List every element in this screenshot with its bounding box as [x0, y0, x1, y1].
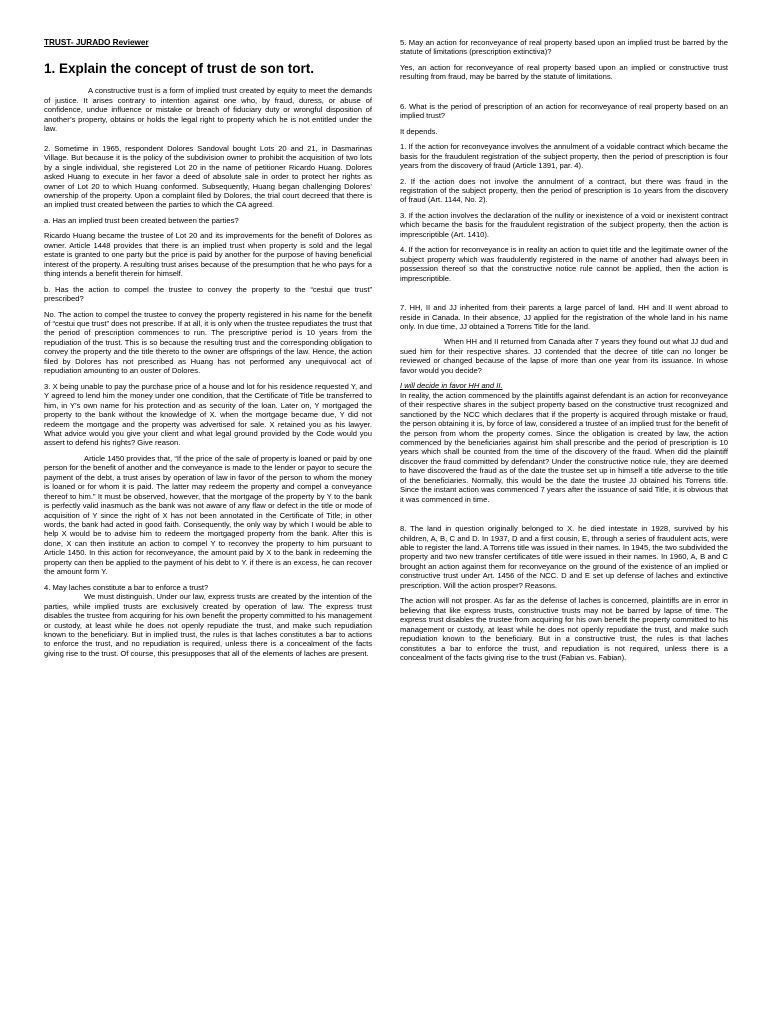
question-2b: b. Has the action to compel the trustee to convey the property to the “cestui que trust” prescribed?: [44, 284, 372, 304]
right-column: [400, 38, 728, 668]
question-8: 8. The land in question originally belonged to X. he died intestate in 1928, survived by his children, A, B, C and D. In 1937, D and a first cousin, E, through a series of fraudulent acts, were able to register the land. A Torrens title was issued in their names. In 1945, the two subdivided the property and two new transfer certificates of title were issued in their names. In 1960, A, B and C brought an action against them for reconveyance on the ground of the existence of an implied or constructive trust under Art. 1456 of the NCC. D and E set up defense of laches and extinctive prescription. Will the action prosper? Reasons.: [400, 524, 728, 590]
question-2a: a. Has an implied trust been created between the parties?: [44, 215, 239, 225]
question-3: 3. X being unable to pay the purchase price of a house and lot for his residence requested Y, and Y agreed to lend him the money under one condition, that the Certificate of Title be transferred to him, in Y’s own name for his protection and as security of the loan. Later on, Y mortgaged the property to the bank without the knowledge of X. when the mortgage became due, Y did not redeem the mortgage and the property was advertised for sale. X retained you as his lawyer. What advice would you give your client and what legal ground provided by the Code would you assert to defend his rights? Give reason.: [44, 381, 372, 448]
question-7-part-1: 7. HH, II and JJ inherited from their parents a large parcel of land. HH and II went abroad to reside in Canada. In their absence, JJ applied for the registration of the whole land in his name only. In due time, JJ obtained a Torrens Title for the land.: [400, 303, 728, 331]
answer-7-heading: I will decide in favor HH and II.: [400, 381, 503, 391]
answer-6-item-1: 1. If the action for reconveyance involves the annulment of a voidable contract which became the basis for the fraudulent registration of the subject property, then the period of prescription is four years from the discovery of fraud (Article 1391, par. 4).: [400, 142, 728, 171]
answer-2a: Ricardo Huang became the trustee of Lot 20 and its improvements for the benefit of Dolores as owner. Article 1448 provides that there is an implied trust when property is sold and the legal estate is granted to one party but the price is paid by another for the purpose of having beneficial interest of the property. A resulting trust arises because of the presumption that he who pays for a thing intends a benefit therein for himself.: [44, 231, 372, 279]
answer-6-item-4: 4. If the action for reconveyance is in reality an action to quiet title and the legitimate owner of the subject property which was fraudulently registered in the name of another had always been in possession thereof so that the constructive notice rule cannot be applied, then the action is imprescriptible.: [400, 245, 728, 283]
answer-6-item-3: 3. If the action involves the declaration of the nullity or inexistence of a void or inexistent contract which became the basis for the fraudulent registration of the subject property, then the action is imprescriptible (Art. 1410).: [400, 210, 728, 239]
answer-2b: No. The action to compel the trustee to convey the property registered in his name for the benefit of “cestui que trust” does not prescribe. If at all, it is only when the trustee repudiates the trust that the period of prescription commences to run. The prescriptive period is 10 years from the repudiation of the trust. This is so because the resulting trust and the corresponding obligation to convey the property and the title thereto to the owner are offsprings of the law. Hence, the action filed by Dolores has not prescribed as Huang has not performed any unequivocal act of repudiation amounting to an ouster of Dolores.: [44, 309, 372, 376]
document-title: TRUST- JURADO Reviewer: [44, 38, 149, 47]
answer-3: Article 1450 provides that, “If the price of the sale of property is loaned or paid by one person for the benefit of another and the conveyance is made to the lender or payor to secure the payment of the debt, a trust arises by operation of law in favor of the person to whom the money is loaned or for whom it is paid. The latter may redeem the property and compel a conveyance thereof to him.” It must be observed, however, that the mortgage of the property by Y to the bank is perfectly valid inasmuch as the bank was not aware of any flaw or defect in the title or mode of acquisition of Y since the right of X has not been annotated in the Certificate of Title; in other words, the bank had acted in good faith. Consequently, the only way by which I would be able to help X would be to advise him to redeem the mortgaged property from the bank. After this is done, X can then institute an action to compel Y to reconvey the property to him pursuant to Article 1450. In this action for reconveyance, the amount paid by X to the bank in redeeming the property can then be applied to the payment of his debt to Y. if there is an excess, he can recover the amount form Y.: [44, 453, 372, 577]
question-6: 6. What is the period of prescription of an action for reconveyance of real property based on an implied trust?: [400, 101, 728, 121]
left-column: [44, 38, 372, 664]
answer-1-paragraph: A constructive trust is a form of implied trust created by equity to meet the demands of justice. It arises contrary to intention against one who, by fraud, duress, or abuse of confidence, undue influence or mistake or breach of fiduciary duty or wrongful disposition of another’s property, obtains or holds the legal right to property which he is not entitled under the law.: [44, 86, 372, 134]
question-4: 4. May laches constitute a bar to enforce a trust?: [44, 582, 209, 592]
question-5: 5. May an action for reconveyance of real property based upon an implied trust be barred by the statute of limitations (prescription extinctiva)?: [400, 38, 728, 57]
answer-6-intro: It depends.: [400, 126, 438, 136]
answer-8: The action will not prosper. As far as the defense of laches is concerned, plaintiffs are in error in believing that like express trusts, constructive trusts may not be barred by lapse of time. The express trust disables the trustee from acquiring for his own benefit the property committed to his management or custody, at least while he does not openly repudiate the trust, and make such repudiation known to the beneficiary. But in a constructive trust, the rules is that laches constitutes a bar to enforce the trust, and repudiation is not required, unless there is a concealment of the facts giving rise to the trust (Fabian vs. Fabian).: [400, 596, 728, 663]
question-1-heading: 1. Explain the concept of trust de son tort.: [44, 61, 315, 77]
answer-5: Yes, an action for reconveyance of real property based upon an implied or constructive trust resulting from fraud, may be barred by the statute of limitations.: [400, 62, 728, 82]
question-2-paragraph: 2. Sometime in 1965, respondent Dolores Sandoval bought Lots 20 and 21, in Dasmarinas Village. But because it is the policy of the subdivision owner to prohibit the acquisition of two lots by a single individual, she registered Lot 20 in the name of petitioner Ricardo Huang. Dolores asked Huang to execute in her favor a deed of absolute sale in order to protect her rights as owner of Lot 20 to which Huang conformed. Subsequently, Huang began challenging Dolores’ ownership of the property. Upon a complaint filed by Dolores, the trial court decreed that there is an implied trust created between the parties to which the CA agreed.: [44, 143, 372, 210]
answer-6-item-2: 2. If the action does not involve the annulment of a contract, but there was fraud in the registration of the subject property, then the period of prescription is 1o years from the discovery of fraud (Art. 1144, No. 2).: [400, 176, 728, 205]
answer-4: We must distinguish. Under our law, express trusts are created by the intention of the parties, while implied trusts are exclusively created by operation of law. The express trust disables the trustee from acquiring for his own benefit the property committed to his management or custody, at least while he does not openly repudiate the trust, and make such repudiation known to the beneficiary. But in implied trust, the rules is that laches constitutes a bar to actions to enforce the trust, and no repudiation is required, unless there is a concealment of the facts giving rise to the trust. Of course, this presupposes that all of the elements of laches are present.: [44, 592, 372, 658]
answer-7: In reality, the action commenced by the plaintiffs against defendant is an action for reconveyance of their respective shares in the subject property based on the constructive trust recognized and sanctioned by the NCC which declares that if the property is acquired through mistake or fraud, the person obtaining it is, by force of law, considered a trustee of an implied trust for the benefit of the person from whom the property comes. Since the obligation is created by law, the action commenced by the beneficiaries against him shall prescribe and the period of prescription is 10 years which shall be counted from the time of the discovery of the fraud. When did the plaintiff discover the fraud committed by defendant? Under the constructive notice rule, they are deemed to have discovered the fraud as of the date the trustee set up in himself a title adverse to the title of the beneficiaries. Normally, this would be the date the trustee JJ obtained his Torrens title. Since the instant action was commenced 7 years after the issuance of said Title, it is obvious that it was commenced in time.: [400, 390, 728, 504]
question-7-part-2: When HH and II returned from Canada after 7 years they found out what JJ dud and sued him for their respective shares. JJ contended that the decree of title can no longer be reviewed or changed because of the lapse of more than one year from its issuance. In whose favor would you decide?: [400, 337, 728, 375]
